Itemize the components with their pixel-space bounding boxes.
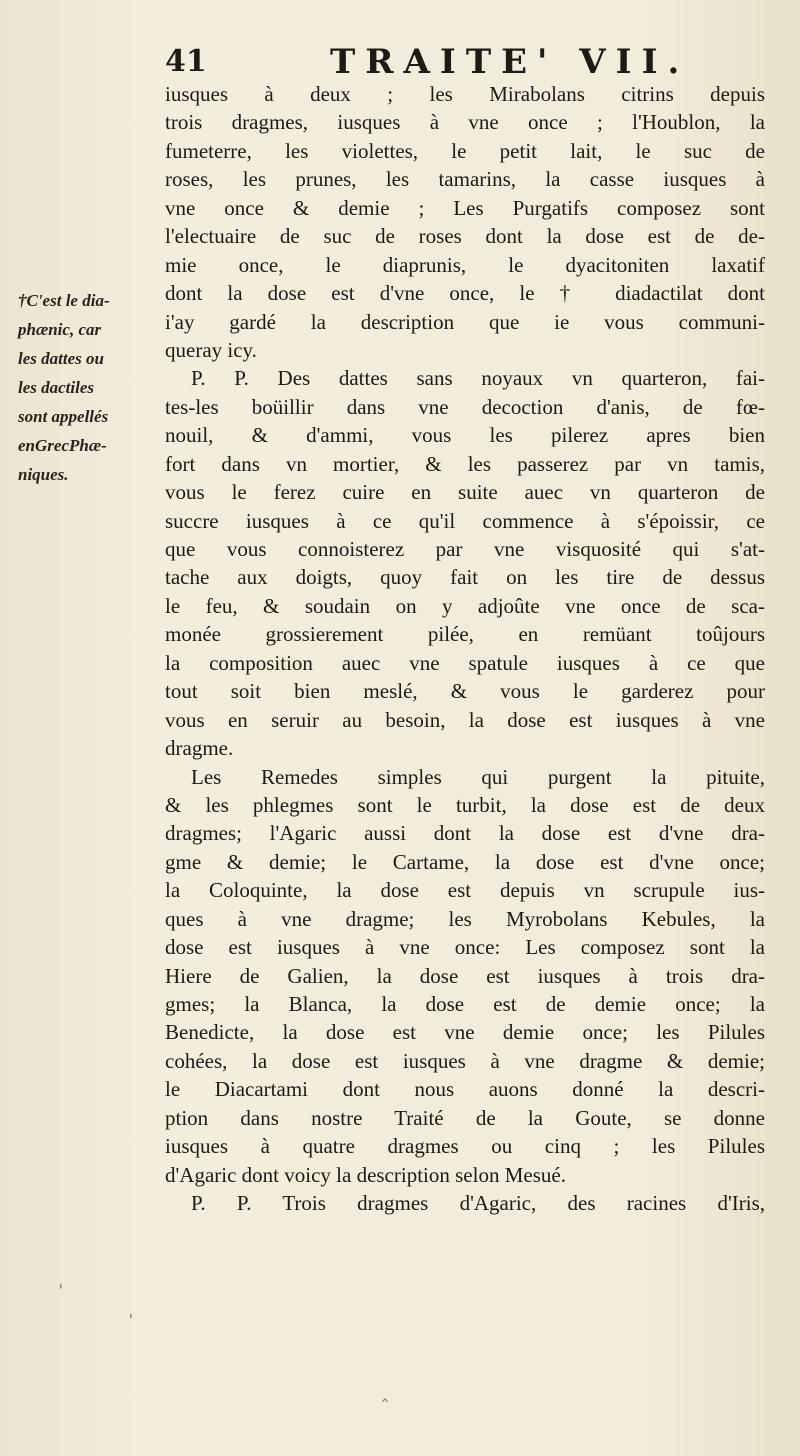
text-line: ption dans nostre Traité de la Goute, se donne [165,1105,765,1130]
text-line: tout soit bien meslé, & vous le garderez pour [165,679,765,704]
text-line: dragmes; l'Agaric aussi dont la dose est d'vne dra- [165,821,765,846]
margin-note-line: sont appellés [18,407,109,426]
text-line: iusques à deux ; les Mirabolans citrins depuis [165,82,765,106]
text-line: tes-les boüillir dans vne decoction d'anis, de fœ- [165,394,765,419]
text-line: vous en seruir au besoin, la dose est iusques à vne [165,707,765,732]
text-line: dragme. [165,736,234,761]
text-line: dont la dose est d'vne once, le † diadactilat dont [165,281,765,306]
margin-note-line: les dattes ou [18,349,104,368]
text-line: la composition auec vne spatule iusques à ce que [165,650,765,675]
marginal-note [18,286,158,489]
text-line: l'electuaire de suc de roses dont la dose est de de- [165,224,765,249]
text-line: i'ay gardé la description que ie vous communi- [165,309,765,334]
text-line: Benedicte, la dose est vne demie once; les Pilules [165,1020,765,1045]
text-line: & les phlegmes sont le turbit, la dose est de deux [165,792,765,817]
text-line: Hiere de Galien, la dose est iusques à trois dra- [165,963,765,988]
text-line: nouil, & d'ammi, vous les pilerez apres bien [165,423,765,448]
text-line: gmes; la Blanca, la dose est de demie once; la [165,992,765,1016]
text-line: fort dans vn mortier, & les passerez par vn tamis, [165,451,765,476]
margin-note-line: les dactiles [18,378,95,397]
text-line: ques à vne dragme; les Myrobolans Kebules, la [165,906,765,931]
text-line: mie once, le diaprunis, le dyacitoniten laxatif [165,252,765,277]
text-line: vous le ferez cuire en suite auec vn quarteron de [165,480,765,505]
body-text [165,80,765,1218]
text-line: le feu, & soudain on y adjoûte vne once de sca- [165,593,765,618]
text-line: trois dragmes, iusques à vne once ; l'Houblon, la [165,110,765,135]
text-line: la Coloquinte, la dose est depuis vn scrupule ius- [165,878,765,903]
paper-mark: ˆ [380,1395,390,1419]
text-line: le Diacartami dont nous auons donné la descri- [165,1077,765,1102]
text-line: vne once & demie ; Les Purgatifs composez sont [165,195,765,220]
page-number: 41 [165,44,207,79]
text-line: d'Agaric dont voicy la description selon Mesué. [165,1162,566,1187]
recipe-line: P. P. Des dattes sans noyaux vn quarteron, fai- [191,366,765,391]
page-header [165,42,765,82]
text-line: dose est iusques à vne once: Les composez sont la [165,935,765,960]
text-line: monée grossierement pilée, en remüant toûjours [165,622,765,647]
paper-mark: ˈ [58,1280,64,1304]
running-title: TRAITE' VII. [330,42,690,82]
text-line: gme & demie; le Cartame, la dose est d'vne once; [165,849,765,874]
margin-note-line: phænic, car [18,320,102,339]
text-line: succre iusques à ce qu'il commence à s'époissir, ce [165,508,765,533]
text-line: queray icy. [165,337,257,362]
text-line: roses, les prunes, les tamarins, la casse iusques à [165,167,765,192]
text-line: iusques à quatre dragmes ou cinq ; les Pilules [165,1134,765,1159]
margin-note-line: niques. [18,465,69,484]
text-line: cohées, la dose est iusques à vne dragme & demie; [165,1048,765,1073]
text-line: que vous connoisterez par vne visquosité qui s'at- [165,537,765,561]
text-line: tache aux doigts, quoy fait on les tire de dessus [165,565,765,590]
paper-mark: ˈ [128,1310,134,1334]
recipe-line: P. P. Trois dragmes d'Agaric, des racines d'Iris, [191,1191,765,1216]
margin-note-line: enGrecPhæ- [18,436,107,455]
margin-note-line: †C'est le dia- [18,291,110,310]
paragraph-start-line: Les Remedes simples qui purgent la pituite, [191,764,765,789]
text-line: fumeterre, les violettes, le petit lait, le suc de [165,138,765,163]
